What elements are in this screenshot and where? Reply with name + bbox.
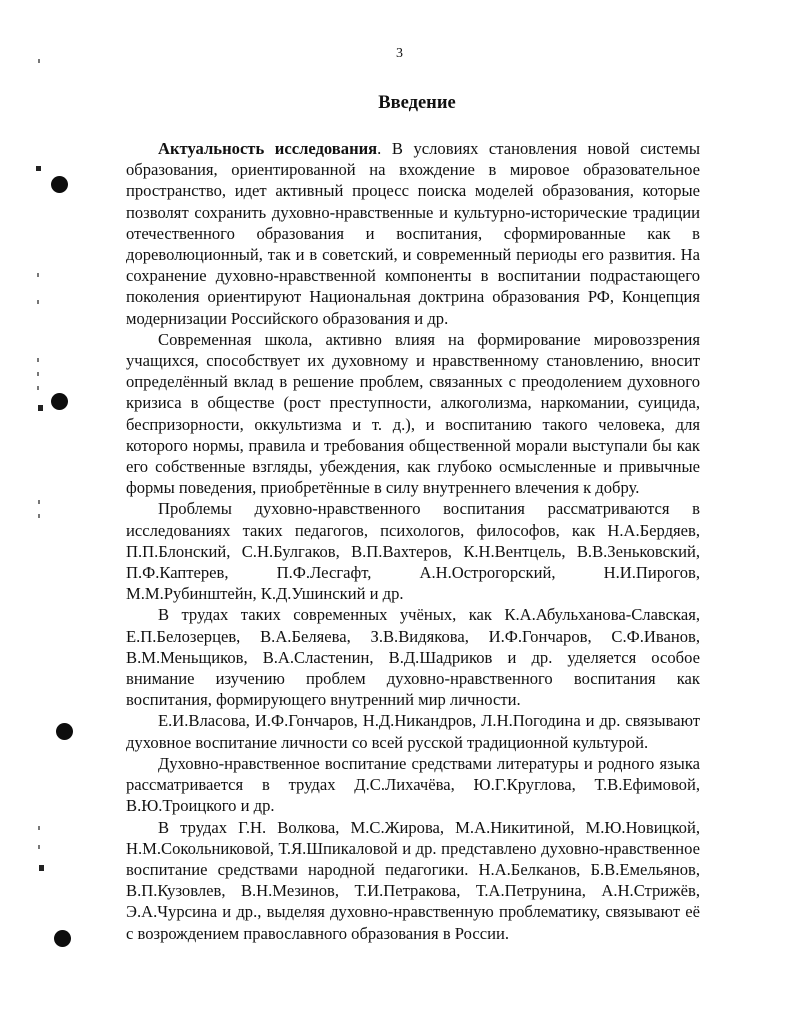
margin-speck [37,372,39,376]
margin-speck [38,826,40,830]
paragraph-relevance [126,138,700,329]
binder-hole [51,393,68,410]
page-number: 3 [396,46,403,61]
margin-speck [38,845,40,849]
paragraph-modern-scholars: В трудах таких современных учёных, как К.А.Абульханова-Славская, Е.П.Белозерцев, В.А.Беляева, З.В.Видякова, И.Ф.Гончаров, С.Ф.Иванов, В.М.Меньщиков, В.А.Сластенин, В.Д.Шадриков и др. уделяется особое внимание изучению проблем духовно-нравственного воспитания как воспитания, формирующего внутренний мир личности. [126,605,700,710]
paragraph-classic-research: Проблемы духовно-нравственного воспитания рассматриваются в исследованиях таких педагогов, психологов, философов, как Н.А.Бердяев, П.П.Блонский, С.Н.Булгаков, В.П.Вахтеров, К.Н.Вентцель, В.В.Зеньковский, П.Ф.Каптерев, П.Ф.Лесгафт, А.Н.Острогорский, Н.И.Пирогов, М.М.Рубинштейн, К.Д.Ушинский и др. [126,499,700,604]
paragraph-text: . В условиях становления новой системы образования, ориентированной на вхождение в мировое образовательное пространство, идет активный процесс поиска моделей образования, которые позволят сохранить духовно-нравственные и культурно-исторические традиции отечественного образования и воспитания, сформированные как в дореволюционный, так и в советский, и современный периоды его развития. На сохранение духовно-нравственной компоненты в воспитании подрастающего поколения ориентируют Национальная доктрина образования РФ, Концепция модернизации Российского образования и др. [126,139,701,328]
paragraph-modern-school: Современная школа, активно влияя на формирование мировоззрения учащихся, способствует их духовному и нравственному становлению, вносит определённый вклад в решение проблем, связанных с преодолением духовного кризиса в обществе (рост преступности, алкоголизма, наркомании, суицида, беспризорности, оккультизма и т. д.), и воспитанию такого человека, для которого нормы, правила и требования общественной морали выступали бы как его собственные взгляды, убеждения, как глубоко осмысленные и привычные формы поведения, приобретённые в силу внутреннего влечения к добру. [126,329,700,498]
binder-hole [51,176,68,193]
paragraph-lead: Актуальность исследования [158,139,378,158]
margin-speck [39,865,44,871]
margin-speck [38,514,40,518]
body-text [126,138,700,944]
binder-hole [56,723,73,740]
margin-speck [36,166,41,171]
margin-speck [37,358,39,362]
paragraph-literature: Духовно-нравственное воспитание средствами литературы и родного языка рассматривается в трудах Д.С.Лихачёва, Ю.Г.Круглова, Т.В.Ефимовой, В.Ю.Троицкого и др. [126,753,700,816]
paragraph-culture: Е.И.Власова, И.Ф.Гончаров, Н.Д.Никандров, Л.Н.Погодина и др. связывают духовное воспитание личности со всей русской традиционной культурой. [126,711,700,752]
margin-speck [37,386,39,390]
page-title: Введение [378,93,456,113]
margin-speck [38,59,40,63]
margin-speck [38,405,43,411]
margin-speck [37,273,39,277]
margin-speck [38,500,40,504]
paragraph-folk-pedagogy: В трудах Г.Н. Волкова, М.С.Жирова, М.А.Никитиной, М.Ю.Новицкой, Н.М.Сокольниковой, Т.Я.Шпикаловой и др. представлено духовно-нравственное воспитание средствами народной педагогики. Н.А.Белканов, Б.В.Емельянов, В.П.Кузовлев, В.Н.Мезинов, Т.И.Петракова, Т.А.Петрунина, А.Н.Стрижёв, Э.А.Чурсина и др., выделяя духовно-нравственную проблематику, связывают её с возрождением православного образования в России. [126,817,700,943]
margin-speck [37,300,39,304]
binder-hole [54,930,71,947]
